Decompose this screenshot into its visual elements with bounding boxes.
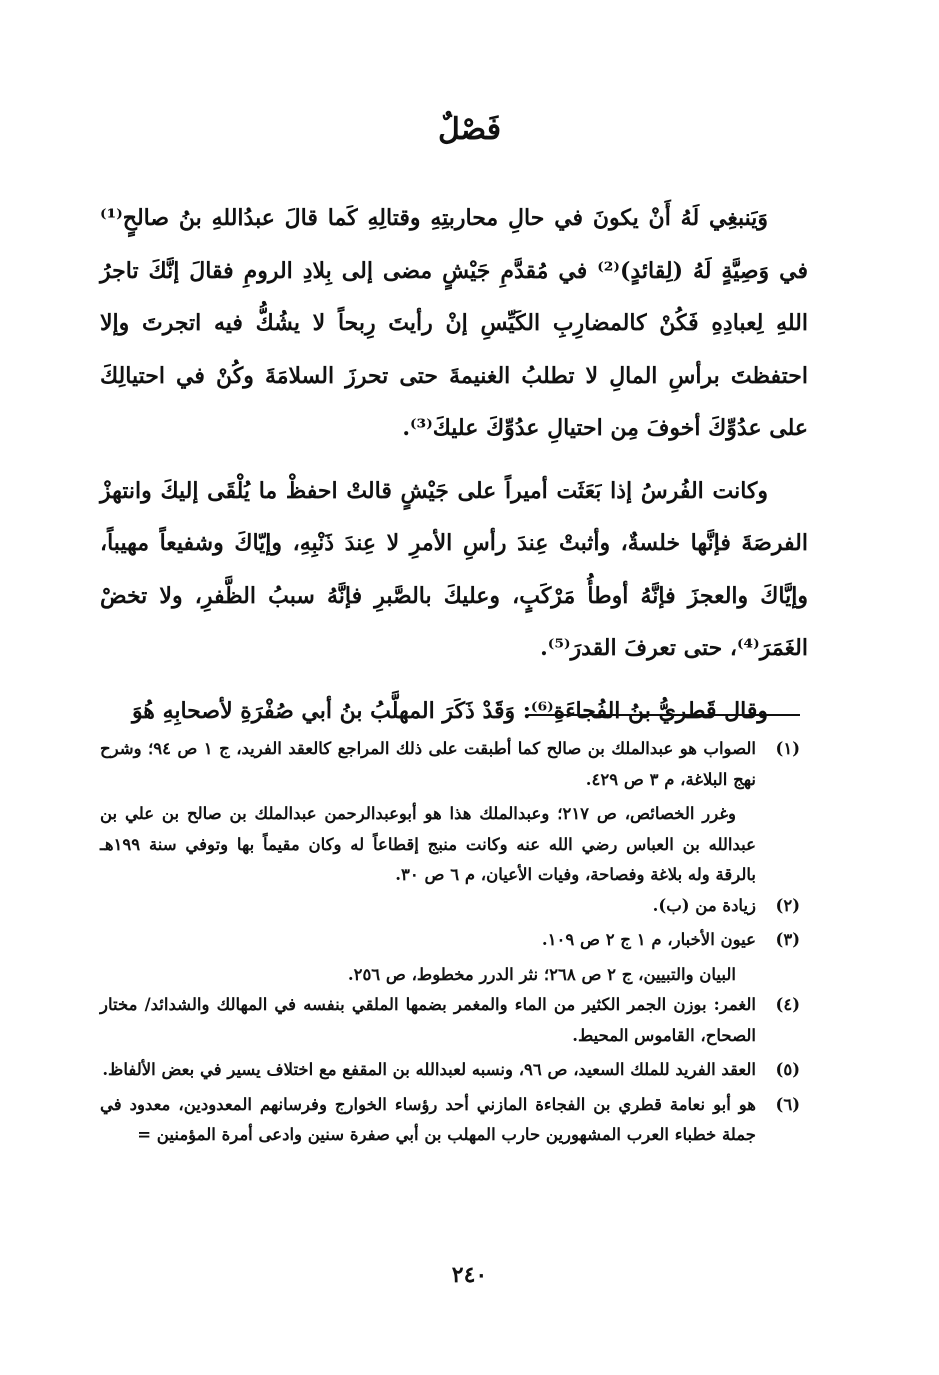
footnote-number: (١): [775, 739, 800, 758]
paragraph: وكانت الفُرسُ إذا بَعَثَت أميراً على جَيْشٍ قالتْ احفظْ ما يُلْقَى إليكَ وانتهزْ الفرصَةَ فإنَّها خلسةٌ، وأثبتْ عِندَ رأسِ الأمرِ لا عِندَ ذَنْبِهِ، وإيّاكَ وشفيعاً مهيباً، وإيَّاكَ والعجزَ فإنَّهُ أوطأُ مَرْكَبٍ، وعليكَ بالصَّبرِ فإنَّهُ سببُ الظَّفرِ، ولا تخضْ الغَمَرَ⁽⁴⁾، حتى تعرفَ القدرَ⁽⁵⁾.: [100, 477, 808, 661]
footnote-3: [100, 925, 800, 956]
footnote-separator: [528, 714, 800, 716]
footnote-text: الصواب هو عبدالملك بن صالح كما أطبقت على ذلك المراجع كالعقد الفريد، ج ١ ص ٩٤؛ وشرح نهج البلاغة، م ٣ ص ٤٢٩.: [100, 739, 756, 789]
footnote-number: (٣): [775, 930, 800, 949]
footnote-6: [100, 1090, 800, 1151]
main-text: [100, 192, 808, 737]
paragraph: وَيَنبغِي لَهُ أَنْ يكونَ في حالِ محاربتِهِ وقتالِهِ كَما قالَ عبدُاللهِ بنُ صالحٍ⁽¹⁾ في وَصِيَّةٍ لَهُ (لِقائدٍ)⁽²⁾ في مُقدَّمِ جَيْشٍ مضى إلى بِلادِ الرومِ فقالَ إنَّكَ تاجرُ اللهِ لِعبادِهِ فَكُنْ كالمضارِبِ الكَيِّسِ إنْ رأيتَ رِبحاً لا يشُكُّ فيه اتجرتَ وإلا احتفظتَ برأسِ المالِ لا تطلبُ الغنيمةَ حتى تحرزَ السلامَةَ وكُنْ في احتيالِكَ على عدُوِّكَ أخوفَ مِن احتيالِ عدُوِّكَ عليكَ⁽³⁾.: [100, 205, 808, 441]
paragraph: وقال قَطريُّ بنُ الفُجاءَةِ⁽⁶⁾: وَقَدْ ذَكَرَ المهلَّبُ بنُ أبي صُفْرَةِ لأصحابِهِ هُوَ: [131, 697, 768, 724]
footnote-1: [100, 734, 800, 795]
footnote-text: الغمر: بوزن الجمر الكثير من الماء والمغمر بضمها الملقي بنفسه في المهالك والشدائد/ مختار الصحاح، القاموس المحيط.: [100, 995, 756, 1045]
footnote-4: [100, 990, 800, 1051]
footnotes: [100, 734, 800, 1151]
footnote-continuation: وغرر الخصائص، ص ٢١٧؛ وعبدالملك هذا هو أبوعبدالرحمن عبدالملك بن صالح بن علي بن عبدالله بن العباس رضي الله عنه وكانت منبج إقطاعاً له وكان مقيماً بها وتوفي سنة ١٩٩هـ بالرقة وله بلاغة وفصاحة، وفيات الأعيان، م ٦ ص ٣٠.: [100, 804, 756, 884]
footnote-number: (٥): [775, 1060, 800, 1079]
footnote-continuation: البيان والتبيين، ج ٢ ص ٢٦٨؛ نثر الدرر مخطوط، ص ٢٥٦.: [347, 964, 736, 984]
footnote-number: (٦): [775, 1094, 800, 1114]
footnote-5: [100, 1055, 800, 1086]
section-title: فَصْلٌ: [437, 112, 502, 147]
footnote-number: (٢): [775, 895, 800, 915]
footnote-text: زيادة من (ب).: [652, 895, 756, 915]
footnote-number: (٤): [775, 995, 800, 1014]
footnote-text: هو أبو نعامة قطري بن الفجاءة المازني أحد رؤساء الخوارج وفرسانهم المعدودين، معدود في جملة خطباء العرب المشهورين حارب المهلب بن أبي صفرة سنين وادعى أمرة المؤمنين =: [100, 1094, 756, 1144]
page-number: ٢٤٠: [451, 1262, 488, 1288]
footnote-text: عيون الأخبار، م ١ ج ٢ ص ١٠٩.: [541, 930, 756, 949]
footnote-2: [100, 891, 800, 922]
footnote-text: العقد الفريد للملك السعيد، ص ٩٦، ونسبه لعبدالله بن المقفع مع اختلاف يسير في بعض الألفاظ.: [102, 1060, 756, 1079]
